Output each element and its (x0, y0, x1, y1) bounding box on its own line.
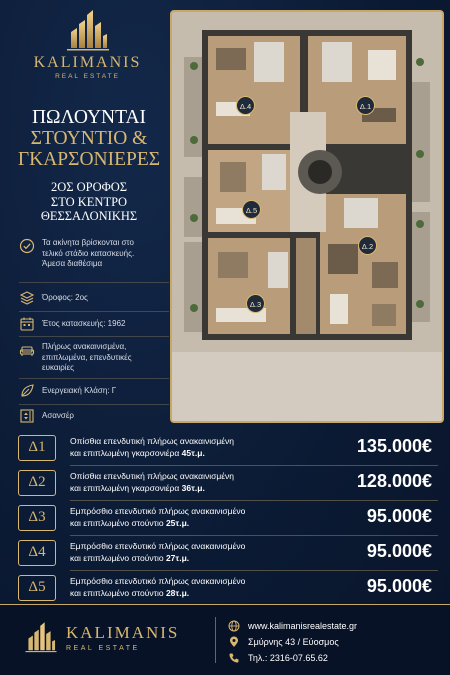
globe-icon (228, 620, 240, 632)
layers-icon (19, 290, 35, 306)
divider (19, 404, 169, 405)
listing-description (70, 541, 310, 564)
footer-brand-tagline: REAL ESTATE (66, 644, 140, 652)
leaf-icon (19, 383, 35, 399)
building-logo-icon (65, 8, 111, 52)
footer-brand-name: KALIMANIS (66, 622, 180, 642)
listing-price: 95.000€ (366, 541, 432, 561)
listing-id: Δ2 (18, 470, 56, 496)
feature-text: Ασανσέρ (42, 411, 74, 420)
feature-item (19, 342, 157, 374)
listing-desc-text: και επιπλωμένη γκαρσονιέρα (70, 482, 182, 493)
listing-price: 128.000€ (356, 471, 432, 491)
listing-desc-line-1: Οπίσθια επενδυτική πλήρως ανακαινισμένη (70, 471, 235, 481)
feature-text: Τα ακίνητα βρίσκονται στο τελικό στάδιο κατασκευής. Άμεσα διαθέσιμα (42, 238, 135, 268)
feature-item (19, 383, 116, 399)
listing-row (18, 573, 438, 603)
website-link[interactable]: www.kalimanisrealestate.gr (248, 621, 358, 631)
listing-desc-text: και επιπλωμένο στούντιο (70, 552, 166, 563)
listing-size: 28τ.μ. (165, 587, 190, 598)
listing-desc-line-1: Εμπρόσθιο επενδυτικό πλήρως ανακαινισμένο (70, 541, 246, 551)
divider (70, 570, 438, 571)
divider (70, 465, 438, 466)
footer-divider (215, 617, 216, 663)
divider (19, 282, 169, 283)
listing-size: 36τ.μ. (181, 482, 205, 493)
unit-label-d1: Δ.1 (356, 96, 375, 115)
listing-description (70, 471, 310, 494)
contact-info (228, 618, 443, 666)
listing-id: Δ5 (18, 575, 56, 601)
listing-price: 95.000€ (366, 506, 432, 526)
listing-row (18, 538, 438, 568)
location-subhead (14, 180, 164, 224)
feature-text: Πλήρως ανακαινισμένα, επιπλωμένα, επενδυτικές ευκαιρίες (42, 342, 132, 372)
listing-size: 25τ.μ. (165, 517, 190, 528)
listing-description (70, 436, 310, 459)
divider (19, 378, 169, 379)
floor-plan-drawing (172, 12, 442, 421)
subhead-line-2: ΣΤΟ ΚΕΝΤΡΟ (50, 194, 128, 209)
map-pin-icon (228, 636, 240, 648)
divider (70, 535, 438, 536)
feature-item (19, 408, 74, 424)
listing-desc-line-1: Εμπρόσθιο επενδυτικό πλήρως ανακαινισμένο (70, 506, 246, 516)
building-logo-icon (24, 619, 58, 655)
listing-price: 135.000€ (356, 436, 432, 456)
listing-row (18, 468, 438, 498)
brand-tagline: REAL ESTATE (55, 73, 120, 80)
listing-size: 27τ.μ. (165, 552, 190, 563)
footer (0, 604, 450, 675)
feature-text: Ενεργειακή Κλάση: Γ (42, 386, 117, 395)
listing-size: 45τ.μ. (181, 447, 205, 458)
unit-label-d5: Δ.5 (242, 200, 261, 219)
divider (70, 500, 438, 501)
contact-phone-row[interactable] (228, 650, 443, 666)
headline-line-2: ΣΤΟΥΝΤΙΟ & (30, 128, 148, 149)
headline-line-3: ΓΚΑΡΣΟΝΙΕΡΕΣ (17, 149, 161, 170)
listing-row (18, 503, 438, 533)
listing-id: Δ4 (18, 540, 56, 566)
listing-id: Δ3 (18, 505, 56, 531)
listing-desc-text: και επιπλωμένο στούντιο (70, 517, 166, 528)
listing-desc-line-2 (70, 448, 310, 460)
listing-price: 95.000€ (366, 576, 432, 596)
listing-desc-line-2 (70, 518, 310, 530)
elevator-icon (19, 408, 35, 424)
subhead-line-1: 2ΟΣ ΟΡΟΦΟΣ (50, 180, 128, 194)
feature-item (19, 316, 125, 332)
listing-desc-line-2 (70, 553, 310, 565)
phone-icon (228, 652, 240, 664)
divider (19, 311, 169, 312)
listing-desc-text: και επιπλωμένο στούντιο (70, 587, 166, 598)
phone-number[interactable]: Τηλ.: 2316-07.65.62 (248, 653, 328, 663)
feature-item (19, 290, 88, 306)
listing-desc-line-2 (70, 483, 310, 495)
footer-logo (24, 619, 179, 655)
headline (14, 107, 164, 170)
listing-description (70, 576, 310, 599)
unit-label-d2: Δ.2 (358, 236, 377, 255)
brand-name: KALIMANIS (33, 54, 142, 71)
brand-logo (20, 8, 155, 80)
listing-desc-line-2 (70, 588, 310, 600)
contact-address-row (228, 634, 443, 650)
listing-id: Δ1 (18, 435, 56, 461)
contact-website-row[interactable] (228, 618, 443, 634)
unit-label-d4: Δ.4 (236, 96, 255, 115)
subhead-line-3: ΘΕΣΣΑΛΟΝΙΚΗΣ (40, 209, 138, 223)
unit-label-d3: Δ.3 (246, 294, 265, 313)
sofa-icon (19, 342, 35, 358)
feature-text: Όροφος: 2ος (42, 293, 88, 302)
listing-desc-text: και επιπλωμένη γκαρσονιέρα (70, 447, 182, 458)
headline-line-1: ΠΩΛΟΥΝΤΑΙ (31, 107, 147, 128)
address-text: Σμύρνης 43 / Εύοσμος (248, 637, 339, 647)
listing-desc-line-1: Εμπρόσθιο επενδυτικό πλήρως ανακαινισμένο (70, 576, 246, 586)
listing-row (18, 433, 438, 463)
listing-desc-line-1: Οπίσθια επενδυτική πλήρως ανακαινισμένη (70, 436, 235, 446)
feature-text: Έτος κατασκευής: 1962 (42, 319, 126, 328)
feature-item (19, 238, 152, 270)
listing-description (70, 506, 310, 529)
floor-plan-image (170, 10, 444, 423)
calendar-icon (19, 316, 35, 332)
check-circle-icon (19, 238, 35, 254)
divider (19, 336, 169, 337)
